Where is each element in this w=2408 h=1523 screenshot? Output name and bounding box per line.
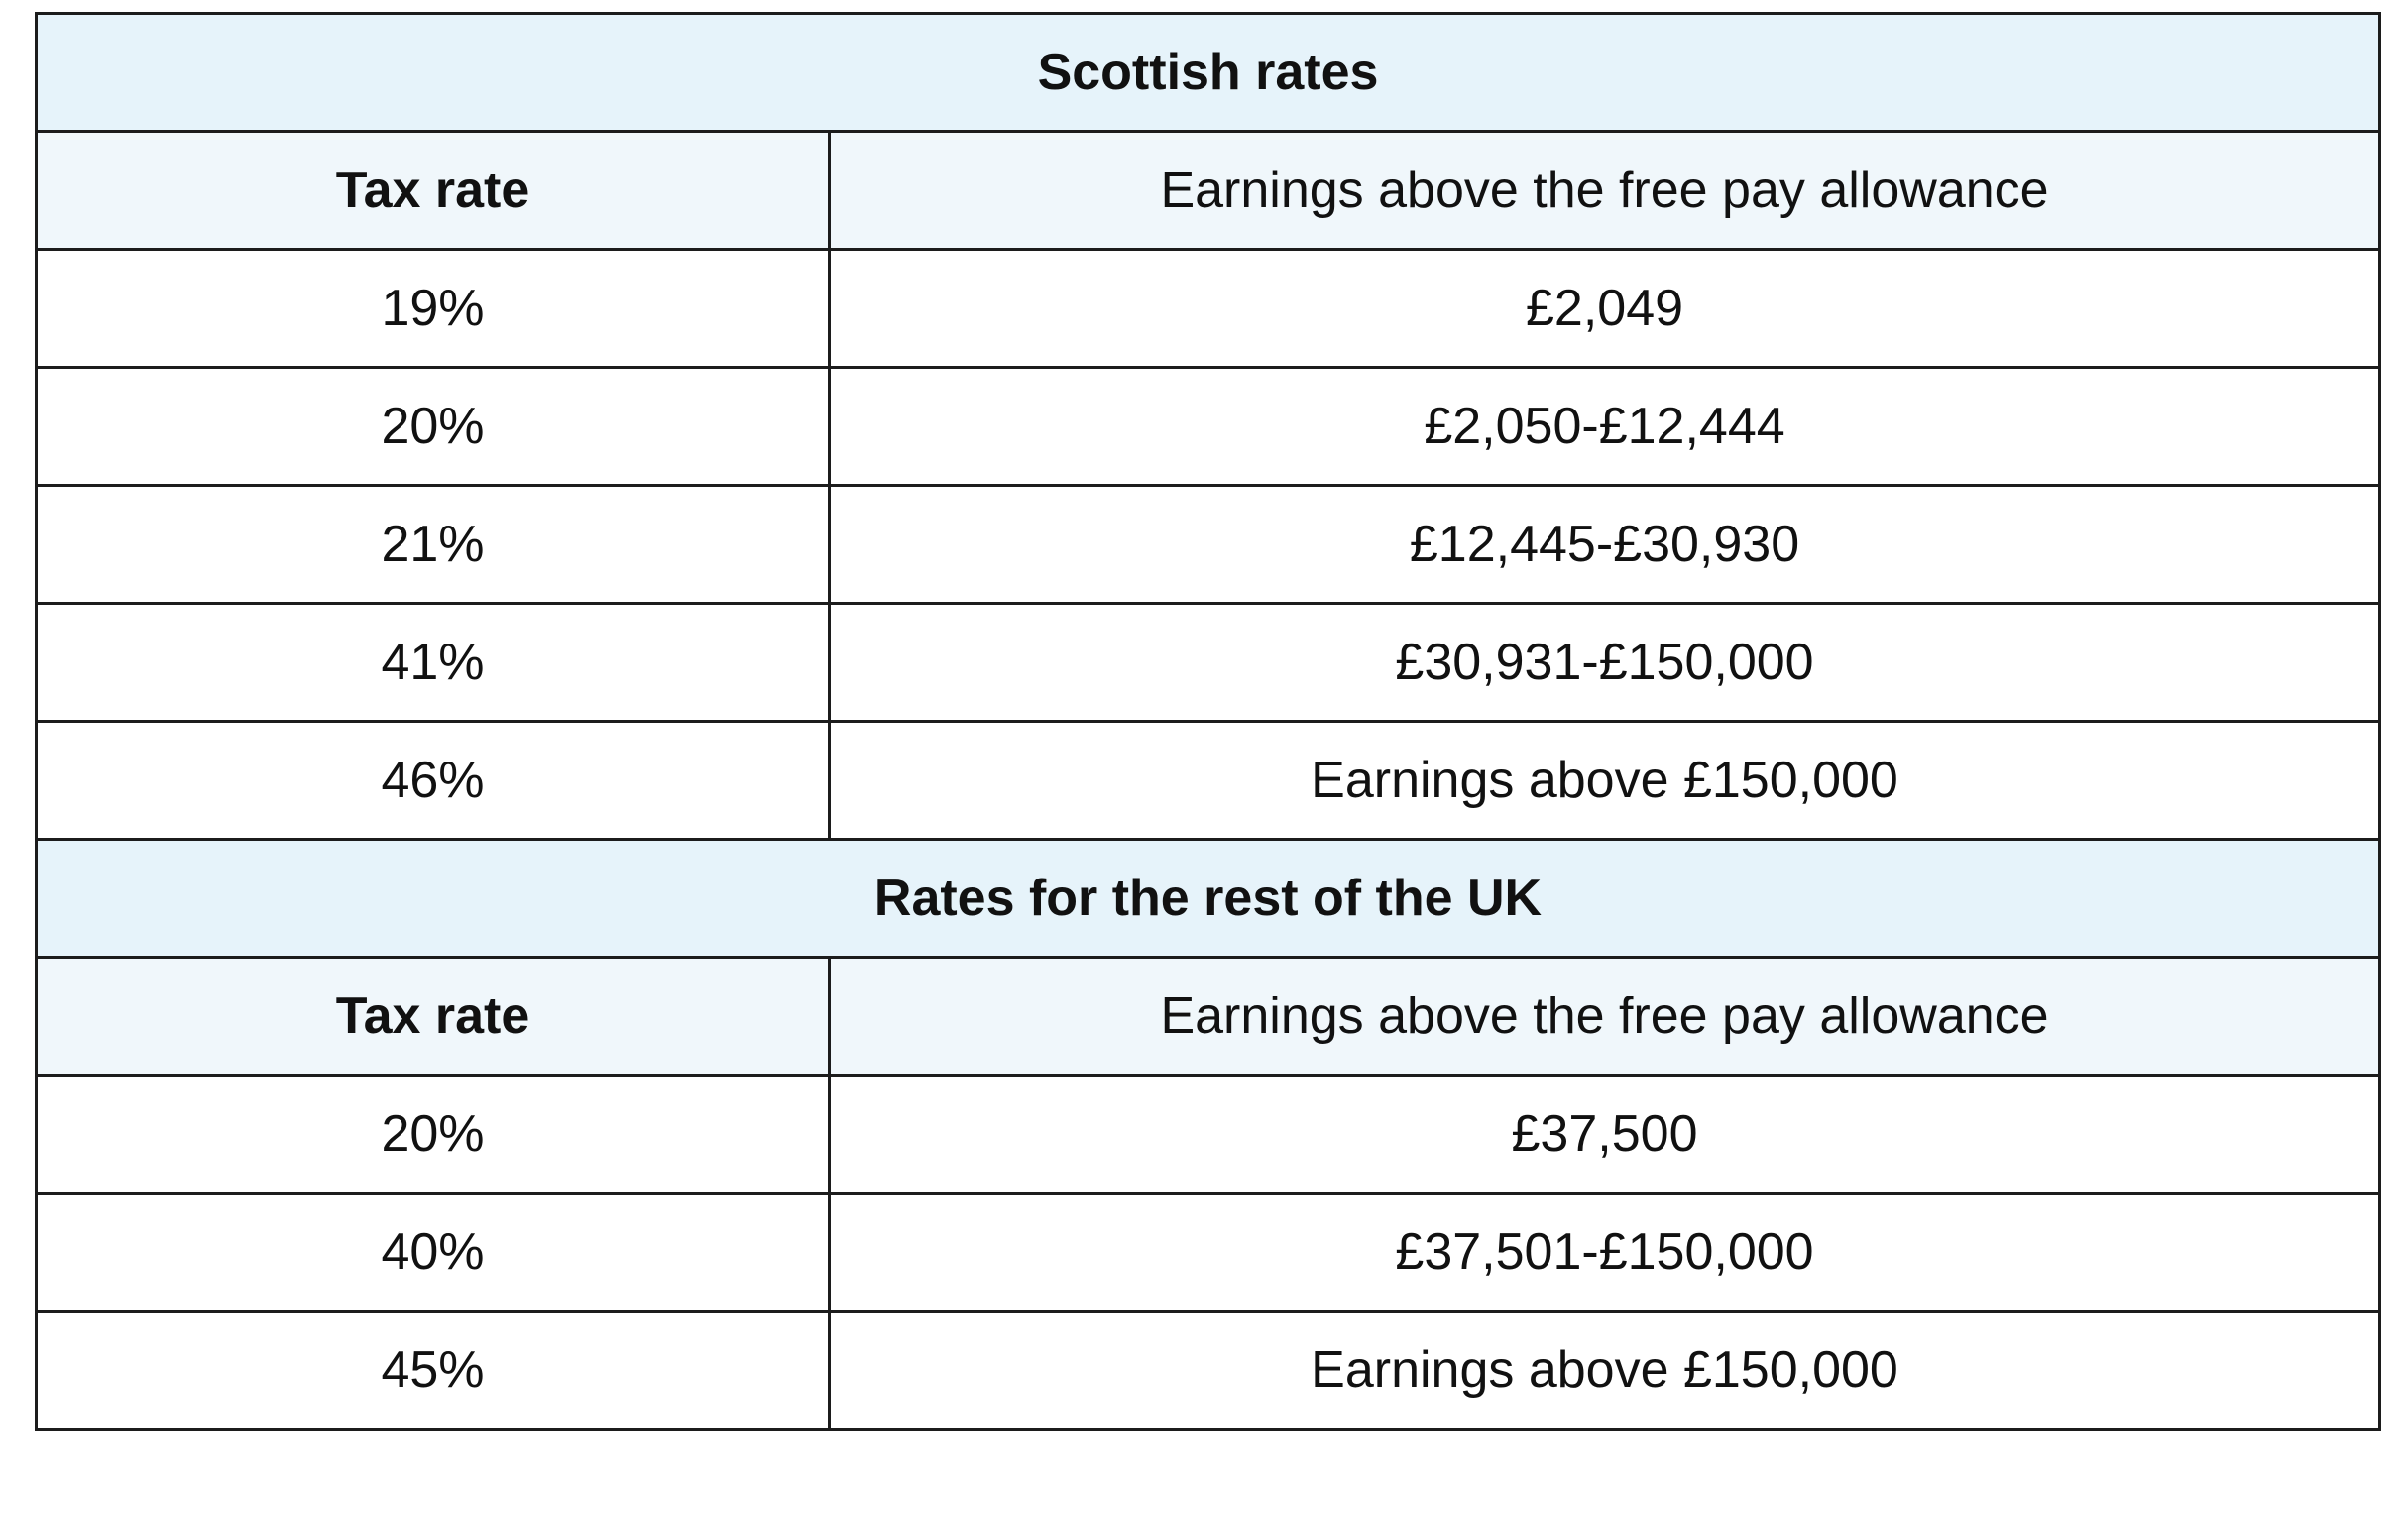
header-row	[37, 132, 2380, 250]
earnings-cell: £37,501-£150,000	[830, 1194, 2380, 1312]
section-title-row	[37, 14, 2380, 132]
section-title-row	[37, 840, 2380, 958]
earnings-cell: Earnings above £150,000	[830, 1312, 2380, 1430]
table-row	[37, 722, 2380, 840]
section-title: Scottish rates	[37, 14, 2380, 132]
table-row	[37, 368, 2380, 486]
table-row	[37, 250, 2380, 368]
column-header-earnings: Earnings above the free pay allowance	[830, 958, 2380, 1076]
tax-rate-cell: 46%	[37, 722, 830, 840]
table-row	[37, 604, 2380, 722]
tax-rate-cell: 20%	[37, 368, 830, 486]
table-row	[37, 486, 2380, 604]
tax-rate-cell: 21%	[37, 486, 830, 604]
section-title: Rates for the rest of the UK	[37, 840, 2380, 958]
table-row	[37, 1312, 2380, 1430]
tax-rate-cell: 45%	[37, 1312, 830, 1430]
earnings-cell: Earnings above £150,000	[830, 722, 2380, 840]
column-header-tax-rate: Tax rate	[37, 132, 830, 250]
table-row	[37, 1076, 2380, 1194]
tax-rate-cell: 20%	[37, 1076, 830, 1194]
earnings-cell: £2,050-£12,444	[830, 368, 2380, 486]
column-header-tax-rate: Tax rate	[37, 958, 830, 1076]
tax-rates-table	[35, 12, 2381, 1431]
tax-rate-cell: 41%	[37, 604, 830, 722]
earnings-cell: £12,445-£30,930	[830, 486, 2380, 604]
tax-rate-cell: 40%	[37, 1194, 830, 1312]
earnings-cell: £37,500	[830, 1076, 2380, 1194]
earnings-cell: £30,931-£150,000	[830, 604, 2380, 722]
tax-rate-cell: 19%	[37, 250, 830, 368]
table-row	[37, 1194, 2380, 1312]
earnings-cell: £2,049	[830, 250, 2380, 368]
column-header-earnings: Earnings above the free pay allowance	[830, 132, 2380, 250]
header-row	[37, 958, 2380, 1076]
